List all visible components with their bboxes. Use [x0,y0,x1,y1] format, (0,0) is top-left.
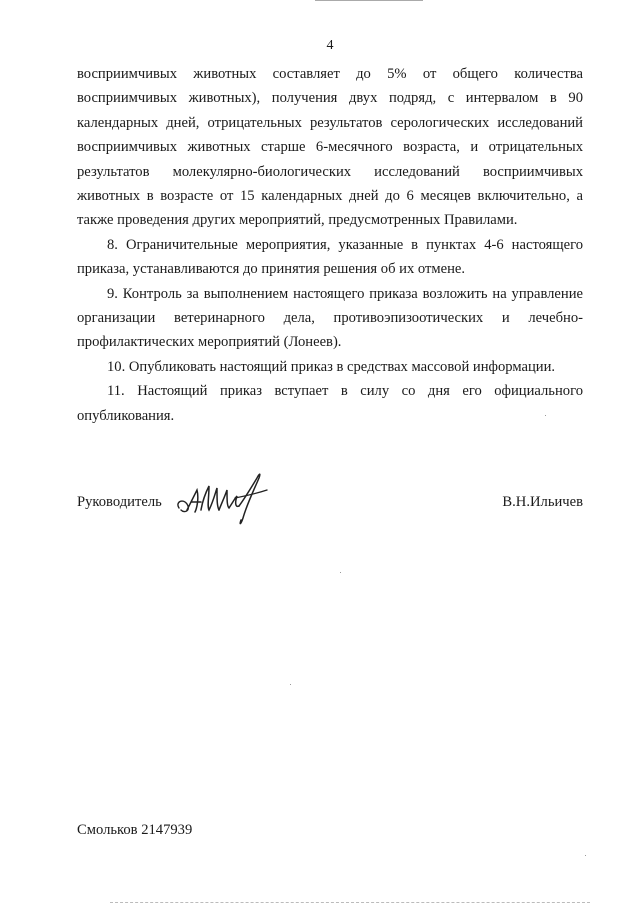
scan-top-rule [315,0,423,1]
handwritten-signature [173,468,283,528]
scan-speck [545,415,546,416]
signatory-name: В.Н.Ильичев [502,494,583,510]
scan-bottom-rule [110,902,590,903]
page-number: 4 [326,38,334,53]
executor-footer: Смольков 2147939 [77,822,193,838]
scan-speck [340,572,341,573]
paragraph-item-11: 11. Настоящий приказ вступает в силу со дня его официального опубликования. [77,383,583,424]
scan-speck [290,684,291,685]
document-body [77,62,583,428]
signature-block [77,480,583,530]
scan-speck [585,855,586,856]
paragraph-item-9: 9. Контроль за выполнением настоящего приказа возложить на управление организации ветеринарного дела, противоэпизоотических и лечебно-профилактических мероприятий (Лонеев). [77,285,583,351]
paragraph-continuation: восприимчивых животных составляет до 5% от общего количества восприимчивых животных), получения двух подряд, с интервалом в 90 календарных дней, отрицательных результатов серологических исследований восприимчивых животных старше 6-месячного возраста, и отрицательных результатов молекулярно-биологических исследований восприимчивых животных в возрасте от 15 календарных дней до 6 месяцев включительно, а также проведения других мероприятий, предусмотренных Правилами. [77,66,583,229]
paragraph-item-10: 10. Опубликовать настоящий приказ в средствах массовой информации. [107,358,556,375]
signatory-title: Руководитель [77,494,162,510]
paragraph-item-8: 8. Ограничительные мероприятия, указанные в пунктах 4-6 настоящего приказа, устанавливаются до принятия решения об их отмене. [77,236,583,278]
